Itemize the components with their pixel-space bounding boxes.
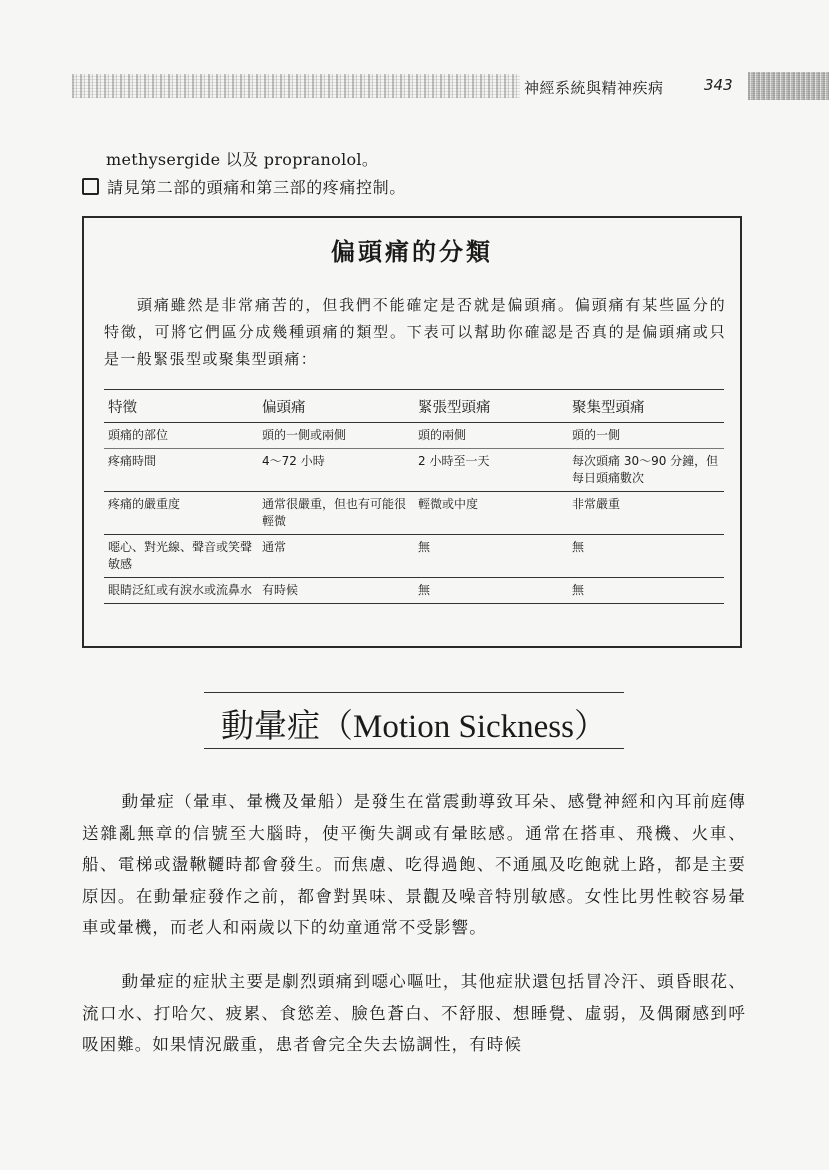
table-row xyxy=(104,492,724,535)
table-row xyxy=(104,449,724,492)
table-cell: 輕微或中度 xyxy=(414,492,568,535)
section-rule-top xyxy=(204,692,624,693)
body-paragraph: 動暈症的症狀主要是劇烈頭痛到噁心嘔吐，其他症狀還包括冒冷汗、頭昏眼花、流口水、打哈欠、疲累、食慾差、臉色蒼白、不舒服、想睡覺、虛弱，及偶爾感到呼吸困難。如果情況嚴重，患者會完全失去協調性，有時候 xyxy=(82,972,746,1054)
table-cell: 眼睛泛紅或有淚水或流鼻水 xyxy=(104,578,258,604)
column-header: 特徵 xyxy=(104,390,258,423)
intro-line: methysergide 以及 propranolol。 xyxy=(106,150,379,169)
page-number: 343 xyxy=(704,76,733,94)
table-cell: 4～72 小時 xyxy=(258,449,414,492)
table-cell: 通常很嚴重，但也有可能很輕微 xyxy=(258,492,414,535)
header-scan-texture xyxy=(72,74,520,98)
reference-note xyxy=(82,175,406,198)
table-row xyxy=(104,423,724,449)
reference-note-text: 請見第二部的頭痛和第三部的疼痛控制。 xyxy=(107,178,406,197)
column-header: 聚集型頭痛 xyxy=(568,390,724,423)
table-cell: 頭痛的部位 xyxy=(104,423,258,449)
body-paragraph: 動暈症（暈車、暈機及暈船）是發生在當震動導致耳朵、感覺神經和內耳前庭傳送雜亂無章的信號至大腦時，使平衡失調或有暈眩感。通常在搭車、飛機、火車、船、電梯或盪鞦韆時都會發生。而焦慮、吃得過飽、不通風及吃飽就上路，都是主要原因。在動暈症發作之前，都會對異味、景觀及噪音特別敏感。女性比男性較容易暈車或暈機，而老人和兩歲以下的幼童通常不受影響。 xyxy=(82,792,746,937)
table-cell: 非常嚴重 xyxy=(568,492,724,535)
section-title: 動暈症（Motion Sickness） xyxy=(221,709,607,745)
column-header: 緊張型頭痛 xyxy=(414,390,568,423)
table-cell: 通常 xyxy=(258,535,414,578)
migraine-classification-box xyxy=(82,216,742,648)
table-cell: 無 xyxy=(414,578,568,604)
header-chapter-title: 神經系統與精神疾病 xyxy=(524,79,664,97)
column-header: 偏頭痛 xyxy=(258,390,414,423)
header-scan-texture-right xyxy=(748,72,829,100)
table-cell: 無 xyxy=(568,535,724,578)
table-cell: 無 xyxy=(568,578,724,604)
table-cell: 頭的一側或兩側 xyxy=(258,423,414,449)
checkbox-icon xyxy=(82,178,99,195)
table-cell: 噁心、對光線、聲音或笑聲敏感 xyxy=(104,535,258,578)
table-cell: 疼痛的嚴重度 xyxy=(104,492,258,535)
table-cell: 無 xyxy=(414,535,568,578)
table-cell: 疼痛時間 xyxy=(104,449,258,492)
headache-comparison-table xyxy=(104,389,724,604)
box-paragraph: 頭痛雖然是非常痛苦的，但我們不能確定是否就是偏頭痛。偏頭痛有某些區分的特徵，可將它們區分成幾種頭痛的類型。下表可以幫助你確認是否真的是偏頭痛或只是一般緊張型或聚集型頭痛： xyxy=(104,296,726,368)
table-cell: 每次頭痛 30～90 分鐘，但每日頭痛數次 xyxy=(568,449,724,492)
table-header-row xyxy=(104,390,724,423)
section-rule-bottom xyxy=(204,748,624,749)
running-header xyxy=(72,70,829,102)
box-title: 偏頭痛的分類 xyxy=(331,238,493,266)
table-row xyxy=(104,535,724,578)
table-cell: 有時候 xyxy=(258,578,414,604)
table-row xyxy=(104,578,724,604)
table-cell: 頭的兩側 xyxy=(414,423,568,449)
table-cell: 2 小時至一天 xyxy=(414,449,568,492)
table-cell: 頭的一側 xyxy=(568,423,724,449)
